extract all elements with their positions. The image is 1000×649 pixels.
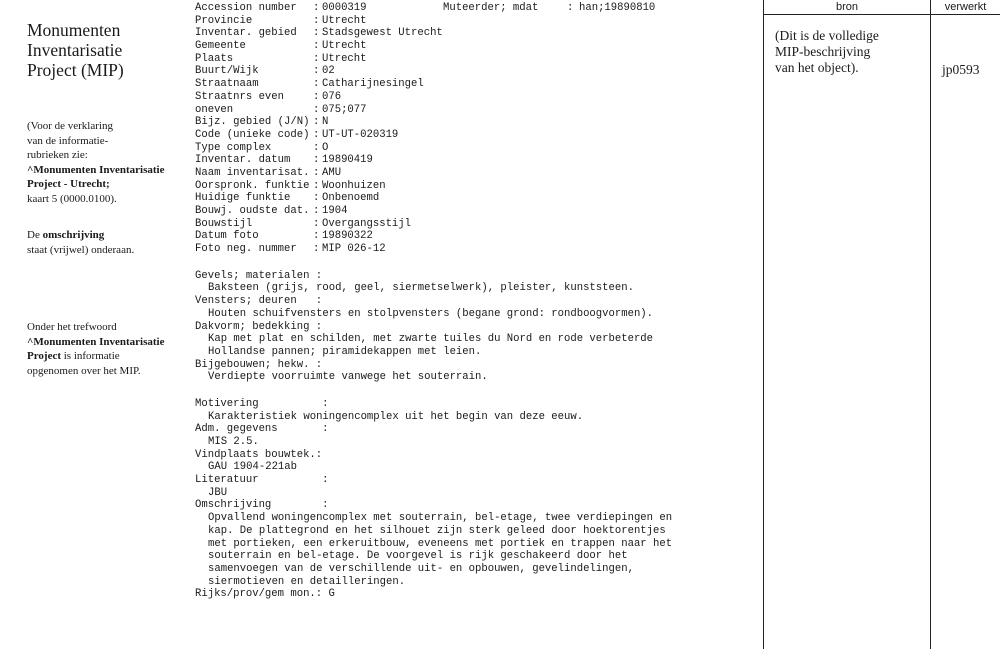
- field-colon: :: [313, 192, 320, 205]
- field-label: Inventar. datum: [195, 154, 291, 167]
- field-label: Datum foto: [195, 230, 259, 243]
- field-label: Bouwstijl: [195, 217, 253, 230]
- note-line: staat (vrijwel) onderaan.: [27, 243, 135, 256]
- section-body: [195, 371, 755, 384]
- section-line: JBU: [208, 486, 228, 499]
- field-colon: :: [313, 116, 320, 129]
- field-value: Utrecht: [322, 40, 367, 53]
- field-value: Overgangsstijl: [322, 217, 412, 230]
- field-colon: :: [313, 27, 320, 40]
- field-label: Accession number: [195, 2, 297, 14]
- section-body: [195, 461, 755, 474]
- section-line: Baksteen (grijs, rood, geel, siermetselwerk), pleister, kunststeen.: [208, 282, 634, 295]
- section-line: Karakteristiek woningencomplex uit het begin van deze eeuw.: [208, 410, 584, 423]
- field-row: [195, 192, 755, 205]
- section-heading: Literatuur :: [195, 474, 329, 487]
- note-trefwoord: [27, 320, 187, 378]
- field-label: Provincie: [195, 14, 253, 27]
- section-body: [195, 487, 755, 500]
- field-row: [195, 129, 755, 142]
- field-value: Catharijnesingel: [322, 78, 424, 91]
- field-label: Straatnrs even: [195, 90, 285, 103]
- field-label: Bijz. gebied (J/N): [195, 116, 310, 129]
- mip-record: [195, 2, 755, 601]
- field-value: 0000319: [322, 2, 367, 14]
- field-value: Utrecht: [322, 52, 367, 65]
- field-row: [195, 180, 755, 193]
- field-row: [195, 218, 755, 231]
- field-value: 02: [322, 65, 335, 78]
- field-colon: :: [313, 205, 320, 217]
- field-value: N: [322, 116, 329, 129]
- field-label: Buurt/Wijk: [195, 65, 259, 78]
- section-line: met portieken, een erkeruitbouw, eveneens met portiek en trappen naar het: [208, 537, 673, 550]
- section-body: [195, 411, 755, 424]
- field-colon: :: [313, 14, 320, 27]
- table-left-border: [763, 0, 764, 649]
- field-label: Naam inventarisat.: [195, 166, 310, 179]
- table-header-rule: [763, 14, 1000, 15]
- field-label: Straatnaam: [195, 78, 259, 91]
- section-line: samenvoegen van de verschillende uit- en opbouwen, gevelindelingen,: [208, 562, 634, 575]
- note-line: (Voor de verklaring: [27, 120, 113, 132]
- section-heading: Vensters; deuren :: [195, 295, 323, 308]
- field-label: Bouwj. oudste dat.: [195, 205, 310, 217]
- field-row: [195, 154, 755, 167]
- bron-line: van het object).: [775, 60, 859, 75]
- section-body: [195, 282, 755, 295]
- field-colon: :: [313, 230, 320, 243]
- field-row: [195, 78, 755, 91]
- section-line: Verdiepte voorruimte vanwege het souterrain.: [208, 371, 488, 384]
- field-value: Stadsgewest Utrecht: [322, 27, 443, 40]
- section-list-a: [195, 270, 755, 384]
- bold-reference: ^Monumenten Inventarisatie: [27, 335, 165, 348]
- section-heading: Adm. gegevens :: [195, 423, 329, 436]
- bold-reference: Project - Utrecht;: [27, 178, 110, 190]
- note-omschrijving: [27, 228, 187, 257]
- section-body: [195, 512, 755, 588]
- field-colon: :: [313, 243, 320, 256]
- section-body: [195, 308, 755, 321]
- field-label: Type complex: [195, 141, 272, 154]
- muteerder-label: Muteerder; mdat: [443, 2, 539, 14]
- section-line: Hollandse pannen; piramidekappen met leien.: [208, 345, 482, 358]
- note-line: rubrieken zie:: [27, 149, 88, 161]
- verwerkt-cell: jp0593: [942, 62, 980, 77]
- title-line: Project (MIP): [27, 60, 124, 80]
- muteerder-value: han;19890810: [579, 2, 656, 14]
- table-column-divider: [930, 0, 931, 649]
- field-colon: :: [313, 78, 320, 91]
- muteerder-colon: :: [567, 2, 574, 14]
- field-row: [195, 116, 755, 129]
- section-line: Kap met plat en schilden, met zwarte tuiles du Nord en rode verbeterde: [208, 333, 654, 346]
- field-colon: :: [313, 40, 320, 53]
- note-text: is informatie: [61, 350, 120, 362]
- field-colon: :: [313, 179, 320, 192]
- section-line: kap. De plattegrond en het silhouet zijn sterk geleed door hoektorentjes: [208, 524, 666, 537]
- field-label: Inventar. gebied: [195, 27, 297, 40]
- field-colon: :: [313, 217, 320, 230]
- field-value: O: [322, 141, 329, 154]
- field-row: [195, 91, 755, 104]
- field-label: Huidige funktie: [195, 192, 291, 205]
- section-heading: Gevels; materialen :: [195, 269, 323, 282]
- field-colon: :: [313, 2, 320, 14]
- section-line: GAU 1904-221ab: [208, 461, 298, 474]
- field-row: [195, 65, 755, 78]
- section-heading: Dakvorm; bedekking :: [195, 320, 323, 333]
- field-row: [195, 2, 755, 15]
- field-label: Code (unieke code): [195, 128, 310, 141]
- field-colon: :: [313, 128, 320, 141]
- field-label: Oorspronk. funktie: [195, 179, 310, 192]
- section-heading: Rijks/prov/gem mon.: G: [195, 588, 335, 601]
- note-line: [27, 335, 187, 350]
- note-line: [27, 177, 187, 192]
- bron-header: bron: [835, 1, 859, 13]
- note-line: kaart 5 (0000.0100).: [27, 192, 117, 205]
- section-body: [195, 436, 755, 449]
- section-heading: Vindplaats bouwtek.:: [195, 448, 323, 461]
- bold-reference: Project: [27, 350, 61, 362]
- field-value: 19890419: [322, 154, 373, 167]
- note-verklaring: [27, 119, 187, 206]
- field-colon: :: [313, 90, 320, 103]
- field-colon: :: [313, 141, 320, 154]
- note-line: van de informatie-: [27, 134, 109, 147]
- field-label: Plaats: [195, 52, 234, 65]
- field-colon: :: [313, 65, 320, 78]
- field-row: [195, 142, 755, 155]
- title-line: Inventarisatie: [27, 40, 123, 60]
- field-colon: :: [313, 103, 320, 116]
- section-heading: Bijgebouwen; hekw. :: [195, 358, 323, 371]
- bold-term: omschrijving: [42, 229, 105, 241]
- field-value: Woonhuizen: [322, 179, 386, 192]
- verwerkt-header: verwerkt: [944, 1, 987, 13]
- field-row: [195, 167, 755, 180]
- field-colon: :: [313, 154, 320, 167]
- section-body: [195, 333, 755, 358]
- field-row: [195, 15, 755, 28]
- field-value: MIP 026-12: [322, 243, 386, 256]
- field-row: [195, 230, 755, 243]
- section-list-b: [195, 398, 755, 601]
- field-list: [195, 2, 755, 256]
- field-row: [195, 205, 755, 218]
- field-value: Utrecht: [322, 14, 367, 27]
- field-label: oneven: [195, 103, 234, 116]
- field-value: UT-UT-020319: [322, 128, 399, 141]
- section-line: MIS 2.5.: [208, 436, 259, 448]
- field-value: 075;077: [322, 103, 367, 116]
- field-label: Gemeente: [195, 40, 246, 53]
- field-value: Onbenoemd: [322, 192, 380, 205]
- field-colon: :: [313, 166, 320, 179]
- field-row: [195, 104, 755, 117]
- field-row: [195, 53, 755, 66]
- bron-line: MIP-beschrijving: [775, 44, 871, 59]
- field-value: 19890322: [322, 230, 373, 243]
- field-row: [195, 243, 755, 256]
- field-value: 1904: [322, 205, 348, 217]
- bron-line: (Dit is de volledige: [775, 28, 879, 43]
- note-line: opgenomen over het MIP.: [27, 364, 141, 377]
- field-value: AMU: [322, 166, 342, 179]
- section-line: Opvallend woningencomplex met souterrain, bel-etage, twee verdiepingen en: [208, 512, 673, 525]
- section-line: souterrain en bel-etage. De voorgevel is rijk geschakeerd door het: [208, 550, 628, 563]
- note-text: De: [27, 229, 43, 241]
- field-label: Foto neg. nummer: [195, 243, 297, 256]
- note-line: [27, 228, 187, 243]
- section-line: Houten schuifvensters en stolpvensters (begane grond: rondboogvormen).: [208, 307, 654, 320]
- section-heading: Omschrijving :: [195, 499, 329, 512]
- note-line: [27, 163, 187, 178]
- field-row: [195, 40, 755, 53]
- mip-title: [27, 20, 187, 80]
- field-row: [195, 27, 755, 40]
- field-colon: :: [313, 52, 320, 65]
- note-line: Onder het trefwoord: [27, 321, 117, 333]
- bron-cell: [775, 28, 925, 76]
- section-line: siermotieven en detailleringen.: [208, 575, 406, 588]
- section-heading: Motivering :: [195, 397, 329, 410]
- bold-reference: ^Monumenten Inventarisatie: [27, 163, 165, 176]
- note-line: [27, 349, 187, 364]
- title-line: Monumenten: [27, 20, 121, 40]
- field-value: 076: [322, 90, 342, 103]
